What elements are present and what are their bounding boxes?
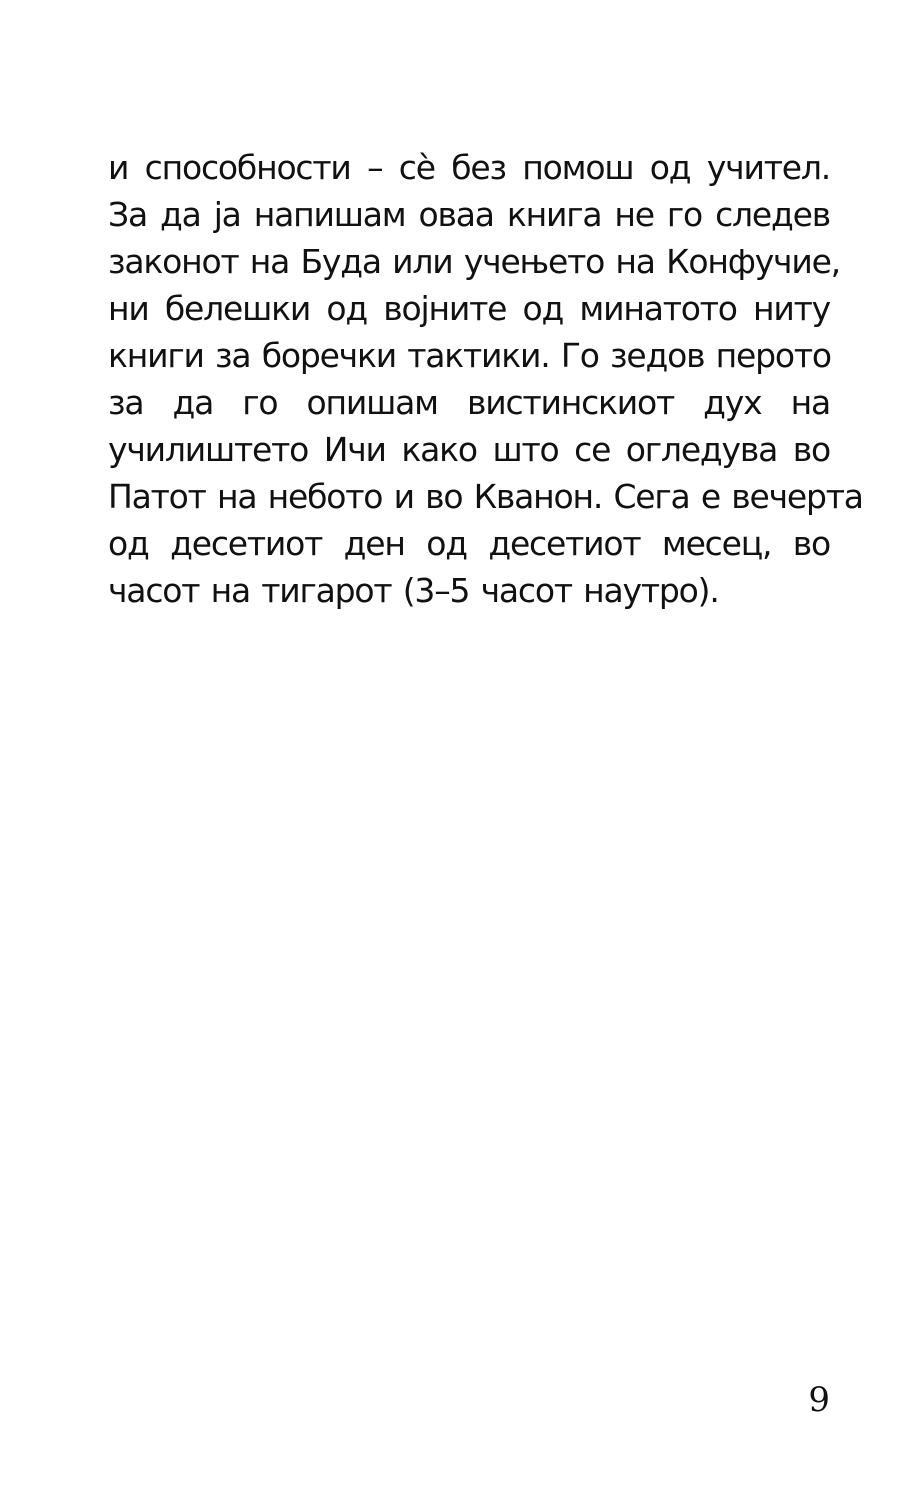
- text-line: За да ја напишам оваа книга не го следев: [108, 195, 830, 234]
- text-line: ни белешки од војните од минатото ниту: [108, 289, 830, 328]
- text-line: часот на тигарот (3–5 часот наутро).: [108, 571, 719, 610]
- text-line: Патот на небото и во Кванон. Сега е вечерта: [108, 477, 863, 516]
- text-line: и способности – сѐ без помош од учител.: [108, 148, 830, 187]
- text-line: училиштето Ичи како што се огледува во: [108, 430, 830, 469]
- body-text: [108, 144, 863, 614]
- page-number: 9: [808, 1380, 830, 1420]
- text-line: книги за боречки тактики. Го зедов перото: [108, 336, 831, 375]
- text-line: за да го опишам вистинскиот дух на: [108, 383, 830, 422]
- text-line: законот на Буда или учењето на Конфучие,: [108, 242, 840, 281]
- text-line: од десетиот ден од десетиот месец, во: [108, 524, 830, 563]
